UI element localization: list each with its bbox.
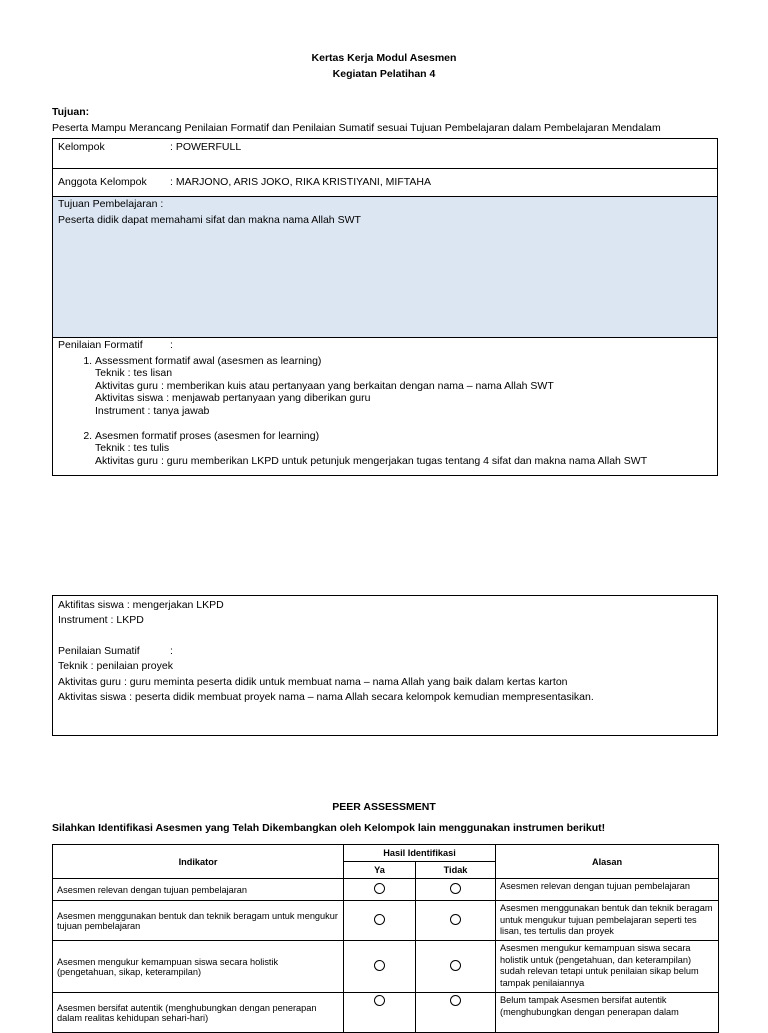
formatif-item-line: Aktivitas guru : guru memberikan LKPD untuk petunjuk mengerjakan tugas tentang 4 sifat dan makna nama Allah SWT xyxy=(95,454,648,467)
penilaian-formatif-section xyxy=(53,337,717,476)
peer-assessment-table xyxy=(52,844,719,1033)
indikator-cell: Asesmen menggunakan bentuk dan teknik beragam untuk mengukur tujuan pembelajaran xyxy=(53,901,344,941)
tujuan-label: Tujuan: xyxy=(52,106,90,118)
header-hasil: Hasil Identifikasi xyxy=(344,845,496,862)
header-indikator: Indikator xyxy=(53,845,344,879)
sumatif-label: Penilaian Sumatif xyxy=(58,644,140,657)
formatif-list xyxy=(58,355,712,468)
radio-ya[interactable] xyxy=(374,960,385,971)
sumatif-colon: : xyxy=(170,644,173,657)
indikator-cell: Asesmen bersifat autentik (menghubungkan dengan penerapan dalam realitas kehidupan sehari-hari) xyxy=(53,993,344,1033)
formatif-item-title: Asesmen formatif proses (asesmen for learning) xyxy=(95,429,320,442)
tujuan-text: Peserta Mampu Merancang Penilaian Formatif dan Penilaian Sumatif sesuai Tujuan Pembelajaran dalam Pembelajaran Mendalam xyxy=(52,122,661,134)
radio-tidak[interactable] xyxy=(450,995,461,1006)
sumatif-aktivitas-guru: Aktivitas guru : guru meminta peserta didik untuk membuat nama – nama Allah yang baik dalam kertas karton xyxy=(58,675,568,688)
anggota-row xyxy=(53,168,717,197)
table-row xyxy=(53,993,719,1033)
tidak-cell xyxy=(416,879,496,901)
radio-ya[interactable] xyxy=(374,914,385,925)
formatif-item-line: Teknik : tes lisan xyxy=(95,367,173,380)
radio-tidak[interactable] xyxy=(450,914,461,925)
table-row xyxy=(53,879,719,901)
formatif-item-line: Aktivitas guru : memberikan kuis atau pertanyaan yang berkaitan dengan nama – nama Allah SWT xyxy=(95,379,554,392)
header-alasan: Alasan xyxy=(496,845,719,879)
sumatif-box xyxy=(52,595,718,736)
formatif-item-line: Teknik : tes tulis xyxy=(95,442,170,455)
formatif-item xyxy=(95,430,712,468)
ya-cell xyxy=(344,879,416,901)
instrument-text: Instrument : LKPD xyxy=(58,614,144,627)
tidak-cell xyxy=(416,901,496,941)
aktifitas-siswa-text: Aktifitas siswa : mengerjakan LKPD xyxy=(58,599,224,611)
indikator-cell: Asesmen mengukur kemampuan siswa secara holistik (pengetahuan, sikap, keterampilan) xyxy=(53,941,344,993)
ya-cell xyxy=(344,941,416,993)
ya-cell xyxy=(344,901,416,941)
kelompok-row xyxy=(53,139,717,168)
alasan-cell: Asesmen menggunakan bentuk dan teknik beragam untuk mengukur tujuan pembelajaran seperti tes lisan, tes tertulis dan proyek xyxy=(496,901,719,941)
indikator-cell: Asesmen relevan dengan tujuan pembelajaran xyxy=(53,879,344,901)
tp-value: Peserta didik dapat memahami sifat dan makna nama Allah SWT xyxy=(58,213,361,226)
radio-ya[interactable] xyxy=(374,995,385,1006)
formatif-item-line: Aktivitas siswa : menjawab pertanyaan yang diberikan guru xyxy=(95,392,371,405)
radio-tidak[interactable] xyxy=(450,883,461,894)
formatif-item-title: Assessment formatif awal (asesmen as learning) xyxy=(95,354,322,367)
anggota-label: Anggota Kelompok xyxy=(58,176,147,188)
document-subtitle: Kegiatan Pelatihan 4 xyxy=(332,68,436,80)
assessment-form-box xyxy=(52,138,718,476)
radio-tidak[interactable] xyxy=(450,960,461,971)
header-tidak: Tidak xyxy=(416,862,496,879)
ya-cell xyxy=(344,993,416,1033)
sumatif-aktivitas-siswa: Aktivitas siswa : peserta didik membuat proyek nama – nama Allah secara kelompok kemudian mempresentasikan. xyxy=(58,691,594,704)
formatif-label: Penilaian Formatif xyxy=(58,339,143,351)
kelompok-label: Kelompok xyxy=(58,141,105,153)
peer-instruction: Silahkan Identifikasi Asesmen yang Telah Dikembangkan oleh Kelompok lain menggunakan instrumen berikut! xyxy=(52,822,606,834)
table-row xyxy=(53,941,719,993)
tp-label: Tujuan Pembelajaran : xyxy=(58,198,164,210)
tidak-cell xyxy=(416,993,496,1033)
alasan-cell: Belum tampak Asesmen bersifat autentik (menghubungkan dengan penerapan dalam xyxy=(496,993,719,1033)
formatif-colon: : xyxy=(170,339,173,351)
kelompok-value: : POWERFULL xyxy=(170,141,242,153)
sumatif-teknik: Teknik : penilaian proyek xyxy=(58,660,173,673)
header-ya: Ya xyxy=(344,862,416,879)
table-row xyxy=(53,901,719,941)
peer-assessment-title: PEER ASSESSMENT xyxy=(332,801,436,813)
alasan-cell: Asesmen relevan dengan tujuan pembelajaran xyxy=(496,879,719,901)
anggota-value: : MARJONO, ARIS JOKO, RIKA KRISTIYANI, MIFTAHA xyxy=(170,176,431,188)
alasan-cell: Asesmen mengukur kemampuan siswa secara holistik untuk (pengetahuan, dan keterampilan) sudah relevan tetapi untuk penilaian sikap belum tampak penilaiannya xyxy=(496,941,719,993)
formatif-item-line: Instrument : tanya jawab xyxy=(95,404,210,417)
formatif-item xyxy=(95,355,712,418)
tujuan-pembelajaran-section xyxy=(53,196,717,337)
tidak-cell xyxy=(416,941,496,993)
document-title: Kertas Kerja Modul Asesmen xyxy=(311,52,457,64)
radio-ya[interactable] xyxy=(374,883,385,894)
